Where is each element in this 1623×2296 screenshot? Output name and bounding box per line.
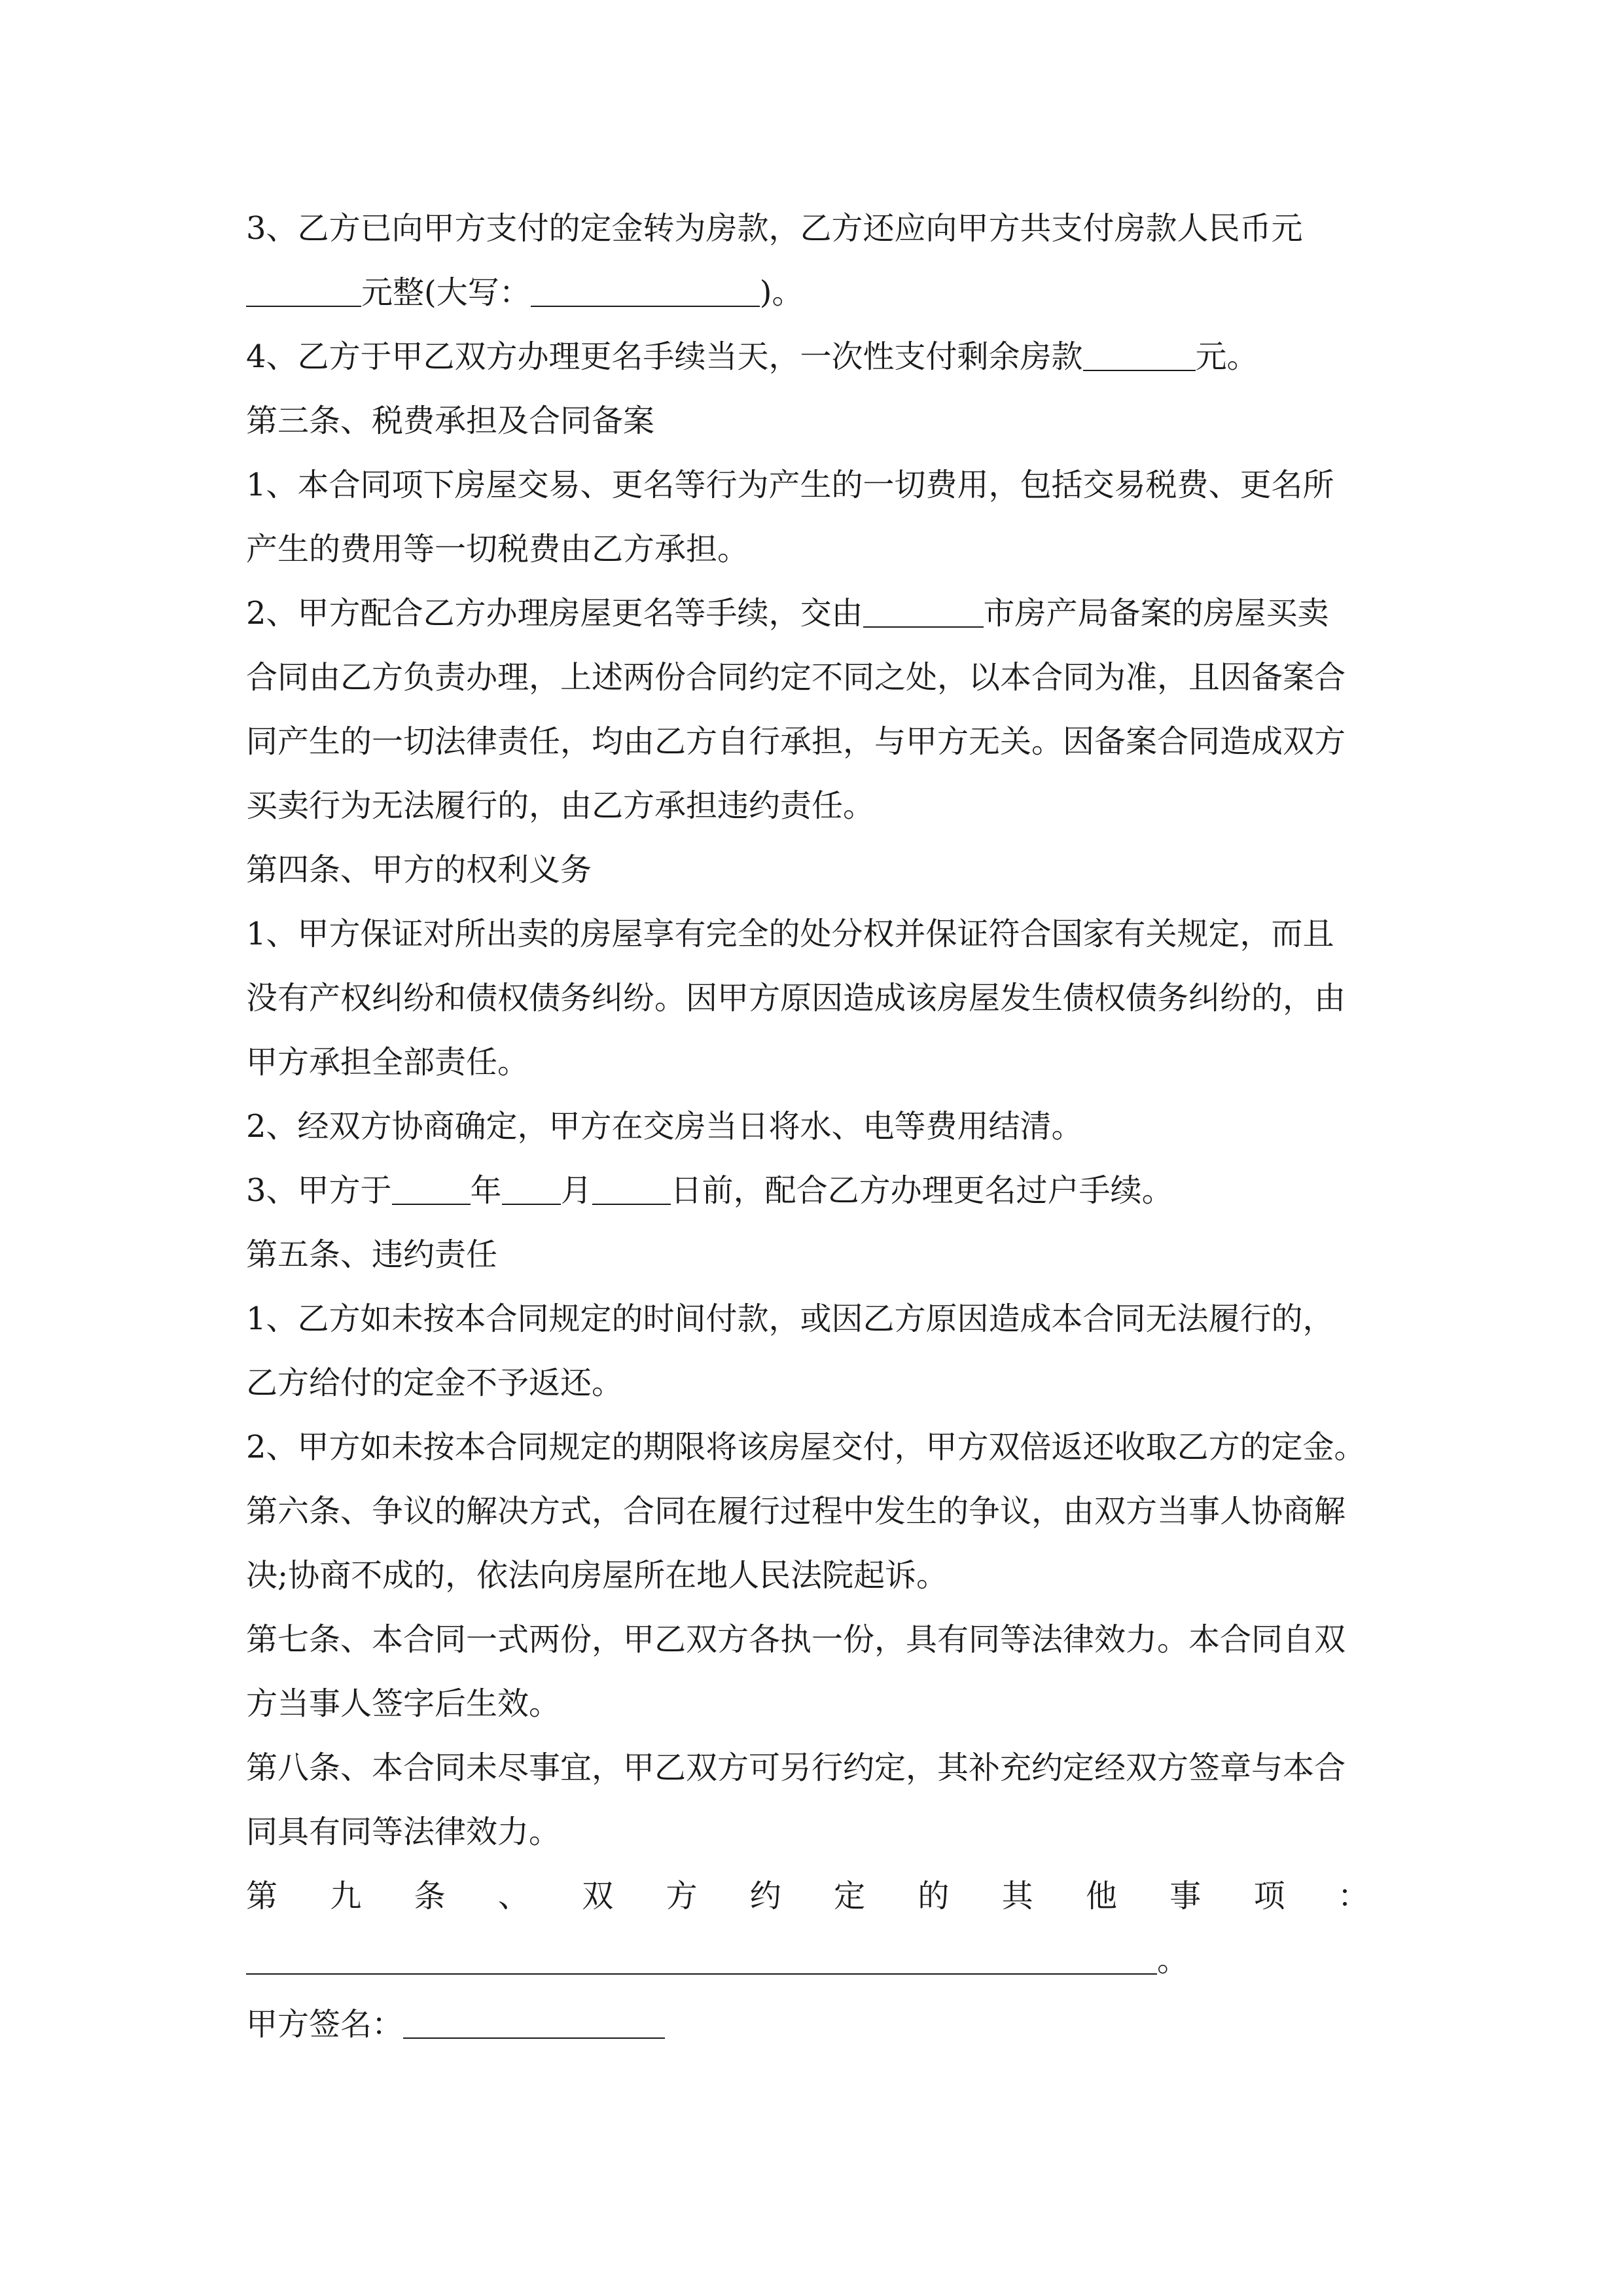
clause-4-2: 2、经双方协商确定，甲方在交房当日将水、电等费用结清。 — [246, 1108, 1083, 1145]
amount-blank[interactable] — [246, 276, 361, 307]
article-8-line2: 同具有同等法律效力。 — [246, 1814, 561, 1850]
other-matters-blank[interactable] — [246, 1943, 1157, 1975]
article-3-heading: 第三条、税费承担及合同备案 — [246, 403, 655, 439]
article-7-line1: 第七条、本合同一式两份，甲乙双方各执一份，具有同等法律效力。本合同自双 — [246, 1621, 1346, 1658]
clause-3-2-line2: 合同由乙方负责办理，上述两份合同约定不同之处，以本合同为准，且因备案合 — [246, 659, 1346, 696]
clause-3-1-line1: 1、本合同项下房屋交易、更名等行为产生的一切费用，包括交易税费、更名所 — [246, 467, 1334, 503]
article-9-blank-line: 。 — [246, 1928, 1398, 1992]
party-a-signature-blank[interactable] — [403, 2007, 665, 2039]
clause-4-3: 3、甲方于 年 月 日前，配合乙方办理更名过户手续。 — [246, 1172, 1173, 1209]
clause-4-1-line1: 1、甲方保证对所出卖的房屋享有完全的处分权并保证符合国家有关规定，而且 — [246, 916, 1334, 952]
clause-5-1-line2: 乙方给付的定金不予返还。 — [246, 1365, 624, 1401]
city-blank[interactable] — [863, 596, 984, 628]
clause-5-1-line1: 1、乙方如未按本合同规定的时间付款，或因乙方原因造成本合同无法履行的， — [246, 1300, 1334, 1337]
clause-3-2-line1: 2、甲方配合乙方办理房屋更名等手续，交由 市房产局备案的房屋买卖 — [246, 595, 1329, 632]
clause-4-1-line3: 甲方承担全部责任。 — [246, 1044, 529, 1081]
article-9-heading: 第 九 条 、 双 方 约 定 的 其 他 事 项 ： — [246, 1878, 1369, 1914]
article-8-line1: 第八条、本合同未尽事宜，甲乙双方可另行约定，其补充约定经双方签章与本合 — [246, 1749, 1346, 1786]
clause-2-4: 4、乙方于甲乙双方办理更名手续当天，一次性支付剩余房款 元。 — [246, 338, 1258, 375]
clause-4-1-line2: 没有产权纠纷和债权债务纠纷。因甲方原因造成该房屋发生债权债务纠纷的，由 — [246, 980, 1346, 1016]
clause-3-1-line2: 产生的费用等一切税费由乙方承担。 — [246, 531, 749, 567]
remaining-payment-blank[interactable] — [1083, 340, 1196, 371]
contract-body — [246, 196, 1398, 2056]
amount-in-words-blank[interactable] — [531, 276, 760, 307]
clause-3-2-line3: 同产生的一切法律责任，均由乙方自行承担，与甲方无关。因备案合同造成双方 — [246, 723, 1346, 760]
article-7-line2: 方当事人签字后生效。 — [246, 1685, 561, 1722]
clause-2-3-line2: 元整(大写： )。 — [246, 260, 1398, 325]
clause-5-2: 2、甲方如未按本合同规定的期限将该房屋交付，甲方双倍返还收取乙方的定金。 — [246, 1429, 1366, 1465]
month-blank[interactable] — [502, 1174, 561, 1205]
party-a-signature-line: 甲方签名： — [246, 1992, 1398, 2056]
year-blank[interactable] — [392, 1174, 471, 1205]
clause-2-3-line1: 3、乙方已向甲方支付的定金转为房款，乙方还应向甲方共支付房款人民币元 — [246, 210, 1303, 247]
article-4-heading: 第四条、甲方的权利义务 — [246, 852, 592, 888]
article-5-heading: 第五条、违约责任 — [246, 1236, 498, 1273]
article-6-line2: 决;协商不成的，依法向房屋所在地人民法院起诉。 — [246, 1557, 948, 1594]
clause-3-2-line4: 买卖行为无法履行的，由乙方承担违约责任。 — [246, 787, 875, 824]
day-blank[interactable] — [592, 1174, 671, 1205]
article-6-line1: 第六条、争议的解决方式，合同在履行过程中发生的争议，由双方当事人协商解 — [246, 1493, 1346, 1530]
